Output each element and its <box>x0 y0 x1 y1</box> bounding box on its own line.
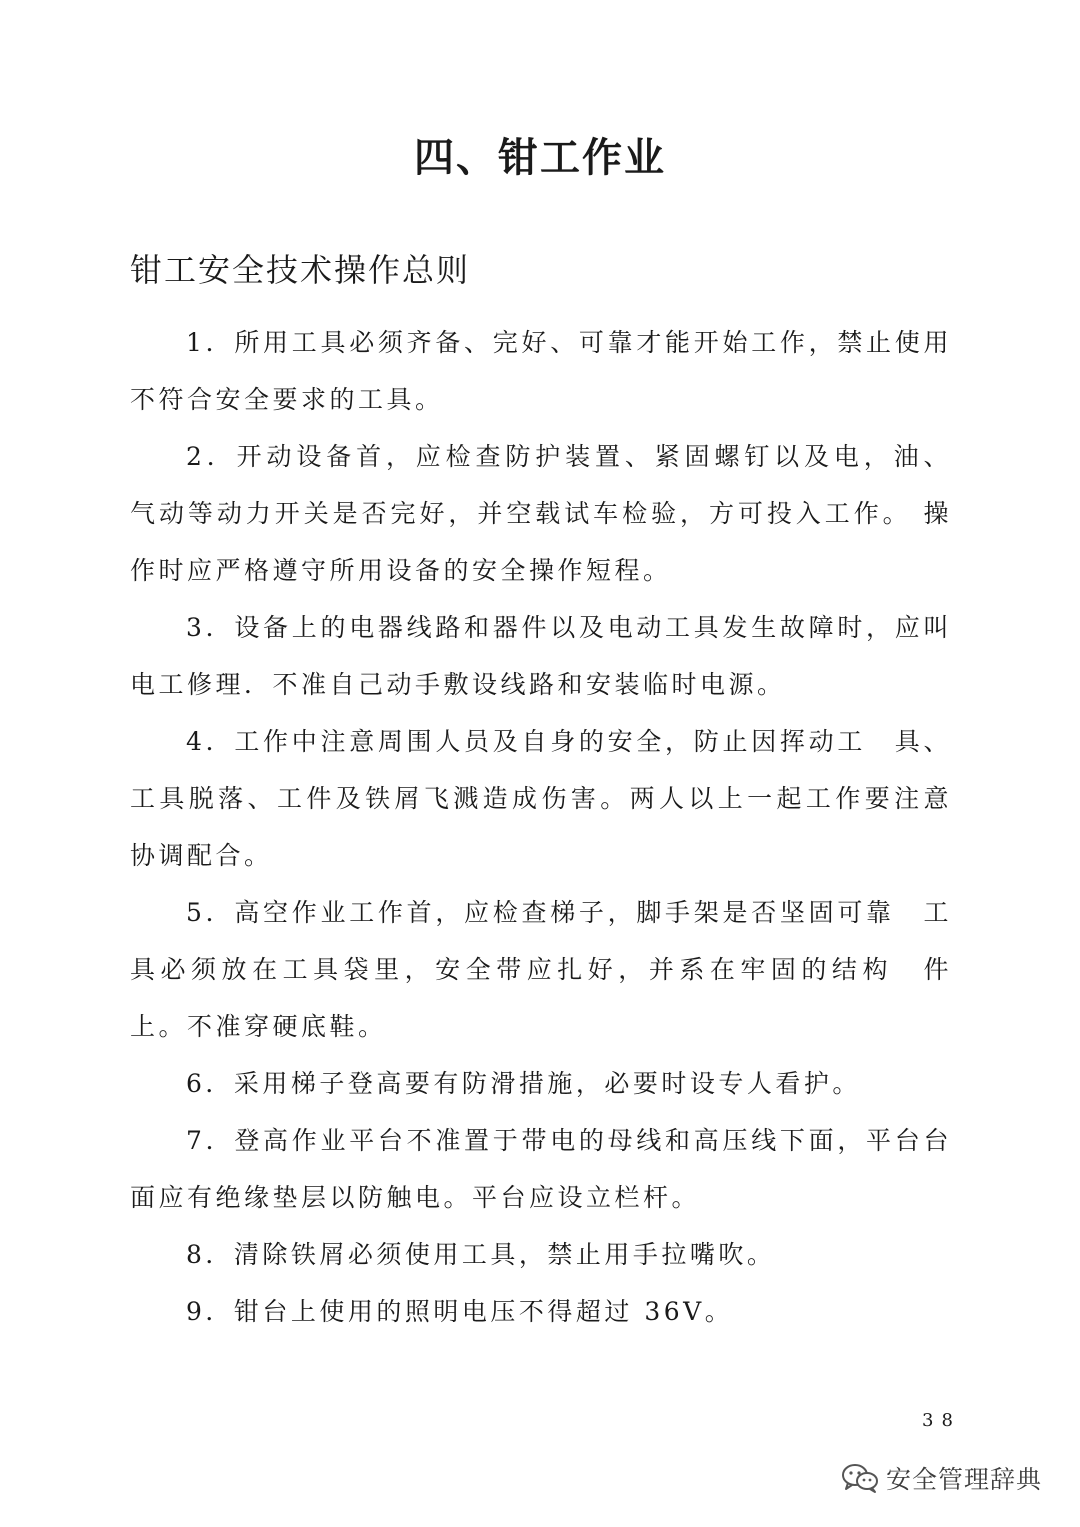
paragraph: 4．工作中注意周围人员及自身的安全，防止因挥动工 具、工具脱落、工件及铁屑飞溅造成伤害。两人以上一起工作要注意协调配合。 <box>130 727 952 870</box>
page-number: 38 <box>922 1410 961 1431</box>
watermark <box>840 1458 1042 1498</box>
paragraph: 3．设备上的电器线路和器件以及电动工具发生故障时，应叫电工修理．不准自己动手敷设线路和安装临时电源。 <box>130 613 952 699</box>
paragraph: 5．高空作业工作首，应检查梯子，脚手架是否坚固可靠 工具必须放在工具袋里，安全带应扎好，并系在牢固的结构 件上。不准穿硬底鞋。 <box>130 898 952 1041</box>
paragraph: 6．采用梯子登高要有防滑措施，必要时设专人看护。 <box>186 1069 861 1098</box>
paragraph: 9．钳台上使用的照明电压不得超过 36V。 <box>186 1297 734 1326</box>
paragraph: 7．登高作业平台不准置于带电的母线和高压线下面，平台台面应有绝缘垫层以防触电。平台应设立栏杆。 <box>130 1126 952 1212</box>
wechat-icon <box>840 1462 880 1494</box>
paragraph: 1．所用工具必须齐备、完好、可靠才能开始工作，禁止使用不符合安全要求的工具。 <box>130 328 952 414</box>
paragraph: 2．开动设备首，应检查防护装置、紧固螺钉以及电，油、 气动等动力开关是否完好，并空载试车检验，方可投入工作。 操作时应严格遵守所用设备的安全操作短程。 <box>130 442 952 585</box>
section-heading: 钳工安全技术操作总则 <box>130 251 471 289</box>
page-title: 四、钳工作业 <box>414 134 666 181</box>
watermark-text: 安全管理辞典 <box>886 1465 1043 1494</box>
paragraph: 8．清除铁屑必须使用工具，禁止用手拉嘴吹。 <box>186 1240 776 1269</box>
body-text <box>130 314 952 1340</box>
